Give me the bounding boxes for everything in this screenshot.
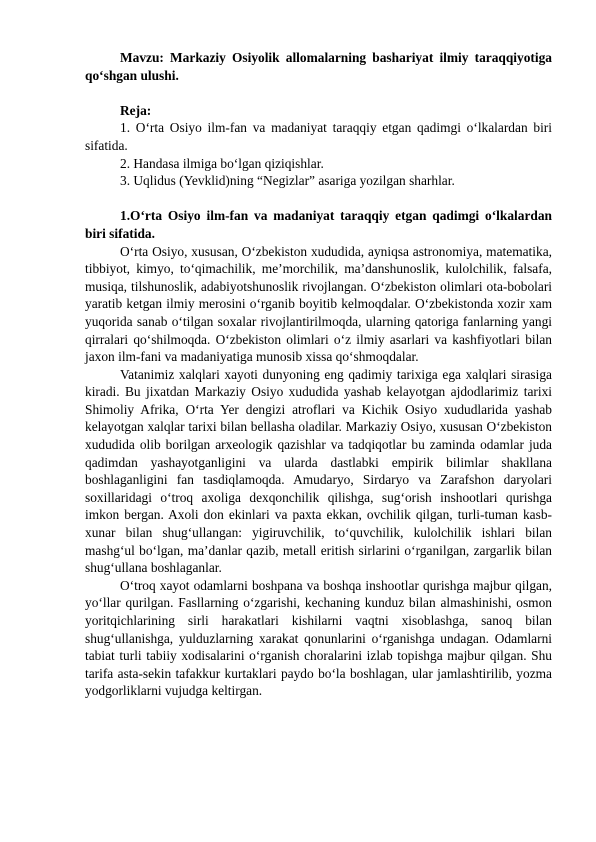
body-paragraph: O‘rta Osiyo, xususan, O‘zbekiston xududida, ayniqsa astronomiya, matematika, tibbiyot, kimyo, to‘qimachilik, me’morchilik, ma’danshunoslik, kulolchilik, falsafa, musiqa, tilshunoslik, adabiyotshunoslik rivojlangan. O‘zbekiston olimlari ota-bobolari yaratib ketgan ilmiy merosini o‘rganib boyitib kelmoqdalar. O‘zbekistonda xozir xam yuqorida sanab o‘tilgan soxalar rivojlantirilmoqda, ularning qatoriga fanlarning yangi qirralari qo‘shilmoqda. O‘zbekiston olimlari o‘z ilmiy asarlari va kashfiyotlari bilan jaxon ilm-fani va madaniyatiga munosib xissa qo‘shmoqdalar. — [85, 243, 552, 365]
topic-heading: Mavzu: Markaziy Osiyolik allomalarning bashariyat ilmiy taraqqiyotiga qo‘shgan ulushi. — [85, 50, 552, 83]
plan-item: 2. Handasa ilmiga bo‘lgan qiziqishlar. — [120, 155, 324, 171]
spacer — [85, 84, 552, 102]
spacer — [85, 190, 552, 208]
body-paragraph: Vatanimiz xalqlari xayoti dunyoning eng qadimiy tarixiga ega xalqlari sirasiga kiradi. Bu jixatdan Markaziy Osiyo xududida yashab kelayotgan ajdodlarimiz tarixi Shimoliy Afrika, O‘rta Yer dengizi atroflari va Kichik Osiyo xududlarida yashab kelayotgan xalqlar tarixi bilan bellasha oladilar. Markaziy Osiyo, xususan O‘zbekiston xududida olib borilgan arxeologik qazishlar va tadqiqotlar bu zaminda odamlar juda qadimdan yashayotganligini va ularda dastlabki empirik bilimlar shakllana boshlaganligini fan tasdiqlamoqda. Amudaryo, Sirdaryo va Zarafshon daryolari soxillaridagi o‘troq axoliga dexqonchilik qilishga, sug‘orish inshootlari qurishga imkon bergan. Axoli don ekinlari va paxta ekkan, ovchilik qilgan, turli-tuman kasb-xunar bilan shug‘ullangan: yigiruvchilik, to‘quvchilik, kulolchilik ishlari bilan mashg‘ul bo‘lgan, ma’danlar qazib, metall eritish sirlarini o‘rganilgan, zargarlik bilan shug‘ullana boshlaganlar. — [85, 366, 552, 576]
plan-item: 1. O‘rta Osiyo ilm-fan va madaniyat taraqqiy etgan qadimgi o‘lkalardan biri sifatida. — [85, 120, 552, 153]
body-paragraph: O‘troq xayot odamlarni boshpana va boshqa inshootlar qurishga majbur qilgan, yo‘llar qurilgan. Fasllarning o‘zgarishi, kechaning kunduz bilan almashinishi, osmon yoritqichlarining sirli harakatlari kishilarni vaqtni xisoblashga, sanoq bilan shug‘ullanishga, yulduzlarning xarakat qonunlarini o‘rganishga undagan. Odamlarni tabiat turli tabiiy xodisalarini o‘rganish choralarini izlab topishga majbur qilgan. Shu tarifa asta-sekin tafakkur kurtaklari paydo bo‘la boshlagan, ular jamlashtirilib, yozma yodgorliklarni vujudga keltirgan. — [85, 577, 552, 699]
document-page — [85, 49, 552, 700]
plan-item: 3. Uqlidus (Yevklid)ning “Negizlar” asariga yozilgan sharhlar. — [120, 173, 455, 189]
plan-title: Reja: — [120, 102, 152, 118]
section-heading: 1.O‘rta Osiyo ilm-fan va madaniyat taraqqiy etgan qadimgi o‘lkalardan biri sifatida. — [85, 208, 552, 241]
